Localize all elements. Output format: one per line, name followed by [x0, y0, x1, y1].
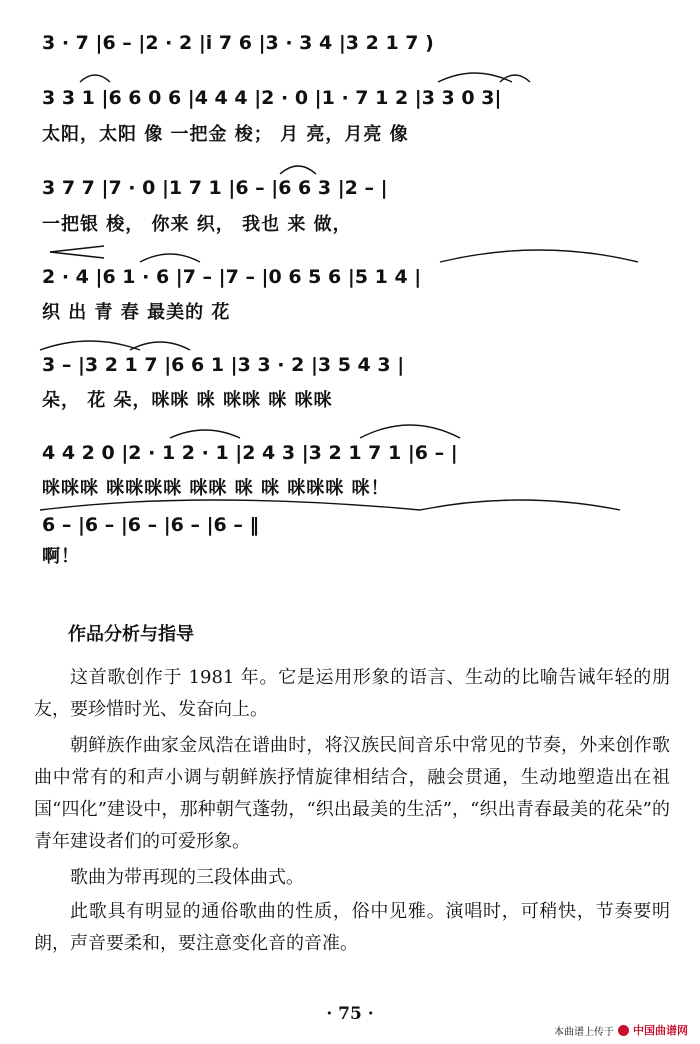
notation-row: 3 · 7 |6 – |2 · 2 |i 7 6 |3 · 3 4 |3 2 1 7 ) — [42, 32, 434, 54]
notation-row: 3 3 1 |6 6 0 6 |4 4 4 |2 · 0 |1 · 7 1 2 |3 3 0 3| — [42, 87, 502, 109]
slur-arc — [440, 250, 638, 262]
notation-row: 4 4 2 0 |2 · 1 2 · 1 |2 4 3 |3 2 1 7 1 |6 – | — [42, 442, 458, 464]
notation-row: 2 · 4 |6 1 · 6 |7 – |7 – |0 6 5 6 |5 1 4 | — [42, 266, 422, 288]
lyric-row: 咪咪咪 咪咪咪咪 咪咪 咪 咪 咪咪咪 咪！ — [42, 478, 390, 499]
lyric-row: 一把银 梭， 你来 织， 我也 来 做， — [42, 214, 352, 235]
lyric-row: 啊！ — [42, 546, 80, 567]
notation-row: 3 – |3 2 1 7 |6 6 1 |3 3 · 2 |3 5 4 3 | — [42, 354, 405, 376]
section-title: 作品分析与指导 — [68, 624, 194, 645]
slur-arc — [40, 341, 140, 350]
source-label: 本曲谱上传于 — [554, 1026, 614, 1038]
slur-arc — [130, 342, 190, 350]
analysis-paragraph: 歌曲为带再现的三段体曲式。 — [70, 867, 304, 888]
slur-arc — [438, 73, 512, 82]
notation-row: 6 – |6 – |6 – |6 – |6 – ‖ — [42, 514, 260, 536]
slur-arc — [80, 75, 110, 82]
lyric-row: 织 出 青 春 最美的 花 — [42, 302, 231, 323]
lyric-row: 朵， 花 朵，咪咪 咪 咪咪 咪 咪咪 — [42, 390, 333, 411]
site-logo-icon — [618, 1025, 629, 1036]
crescendo-line — [50, 252, 104, 258]
notation-row: 3 7 7 |7 · 0 |1 7 1 |6 – |6 6 3 |2 – | — [42, 177, 388, 199]
slur-arc — [360, 425, 460, 438]
site-name: 中国曲谱网 — [633, 1024, 688, 1037]
analysis-paragraph: 此歌具有明显的通俗歌曲的性质，俗中见雅。演唱时，可稍快，节奏要明朗，声音要柔和，要注意变化音的音准。 — [34, 901, 670, 954]
lyric-row: 太阳，太阳 像 一把金 梭； 月 亮，月亮 像 — [42, 124, 409, 145]
slur-arc — [140, 254, 200, 262]
crescendo-line — [50, 246, 104, 252]
slur-arc — [170, 430, 240, 438]
analysis-paragraph: 这首歌创作于 1981 年。它是运用形象的语言、生动的比喻告诫年轻的朋友，要珍惜时光、发奋向上。 — [34, 667, 670, 720]
slur-arc — [500, 75, 530, 82]
analysis-paragraph: 朝鲜族作曲家金凤浩在谱曲时，将汉族民间音乐中常见的节奏，外来创作歌曲中常有的和声小调与朝鲜族抒情旋律相结合，融会贯通，生动地塑造出在祖国“四化”建设中，那种朝气蓬勃，“织出最美的生活”，“织出青春最美的花朵”的青年建设者们的可爱形象。 — [34, 735, 670, 852]
slur-arc — [280, 166, 316, 174]
source-credit — [554, 1022, 688, 1038]
page-number: · 75 · — [326, 1004, 374, 1024]
